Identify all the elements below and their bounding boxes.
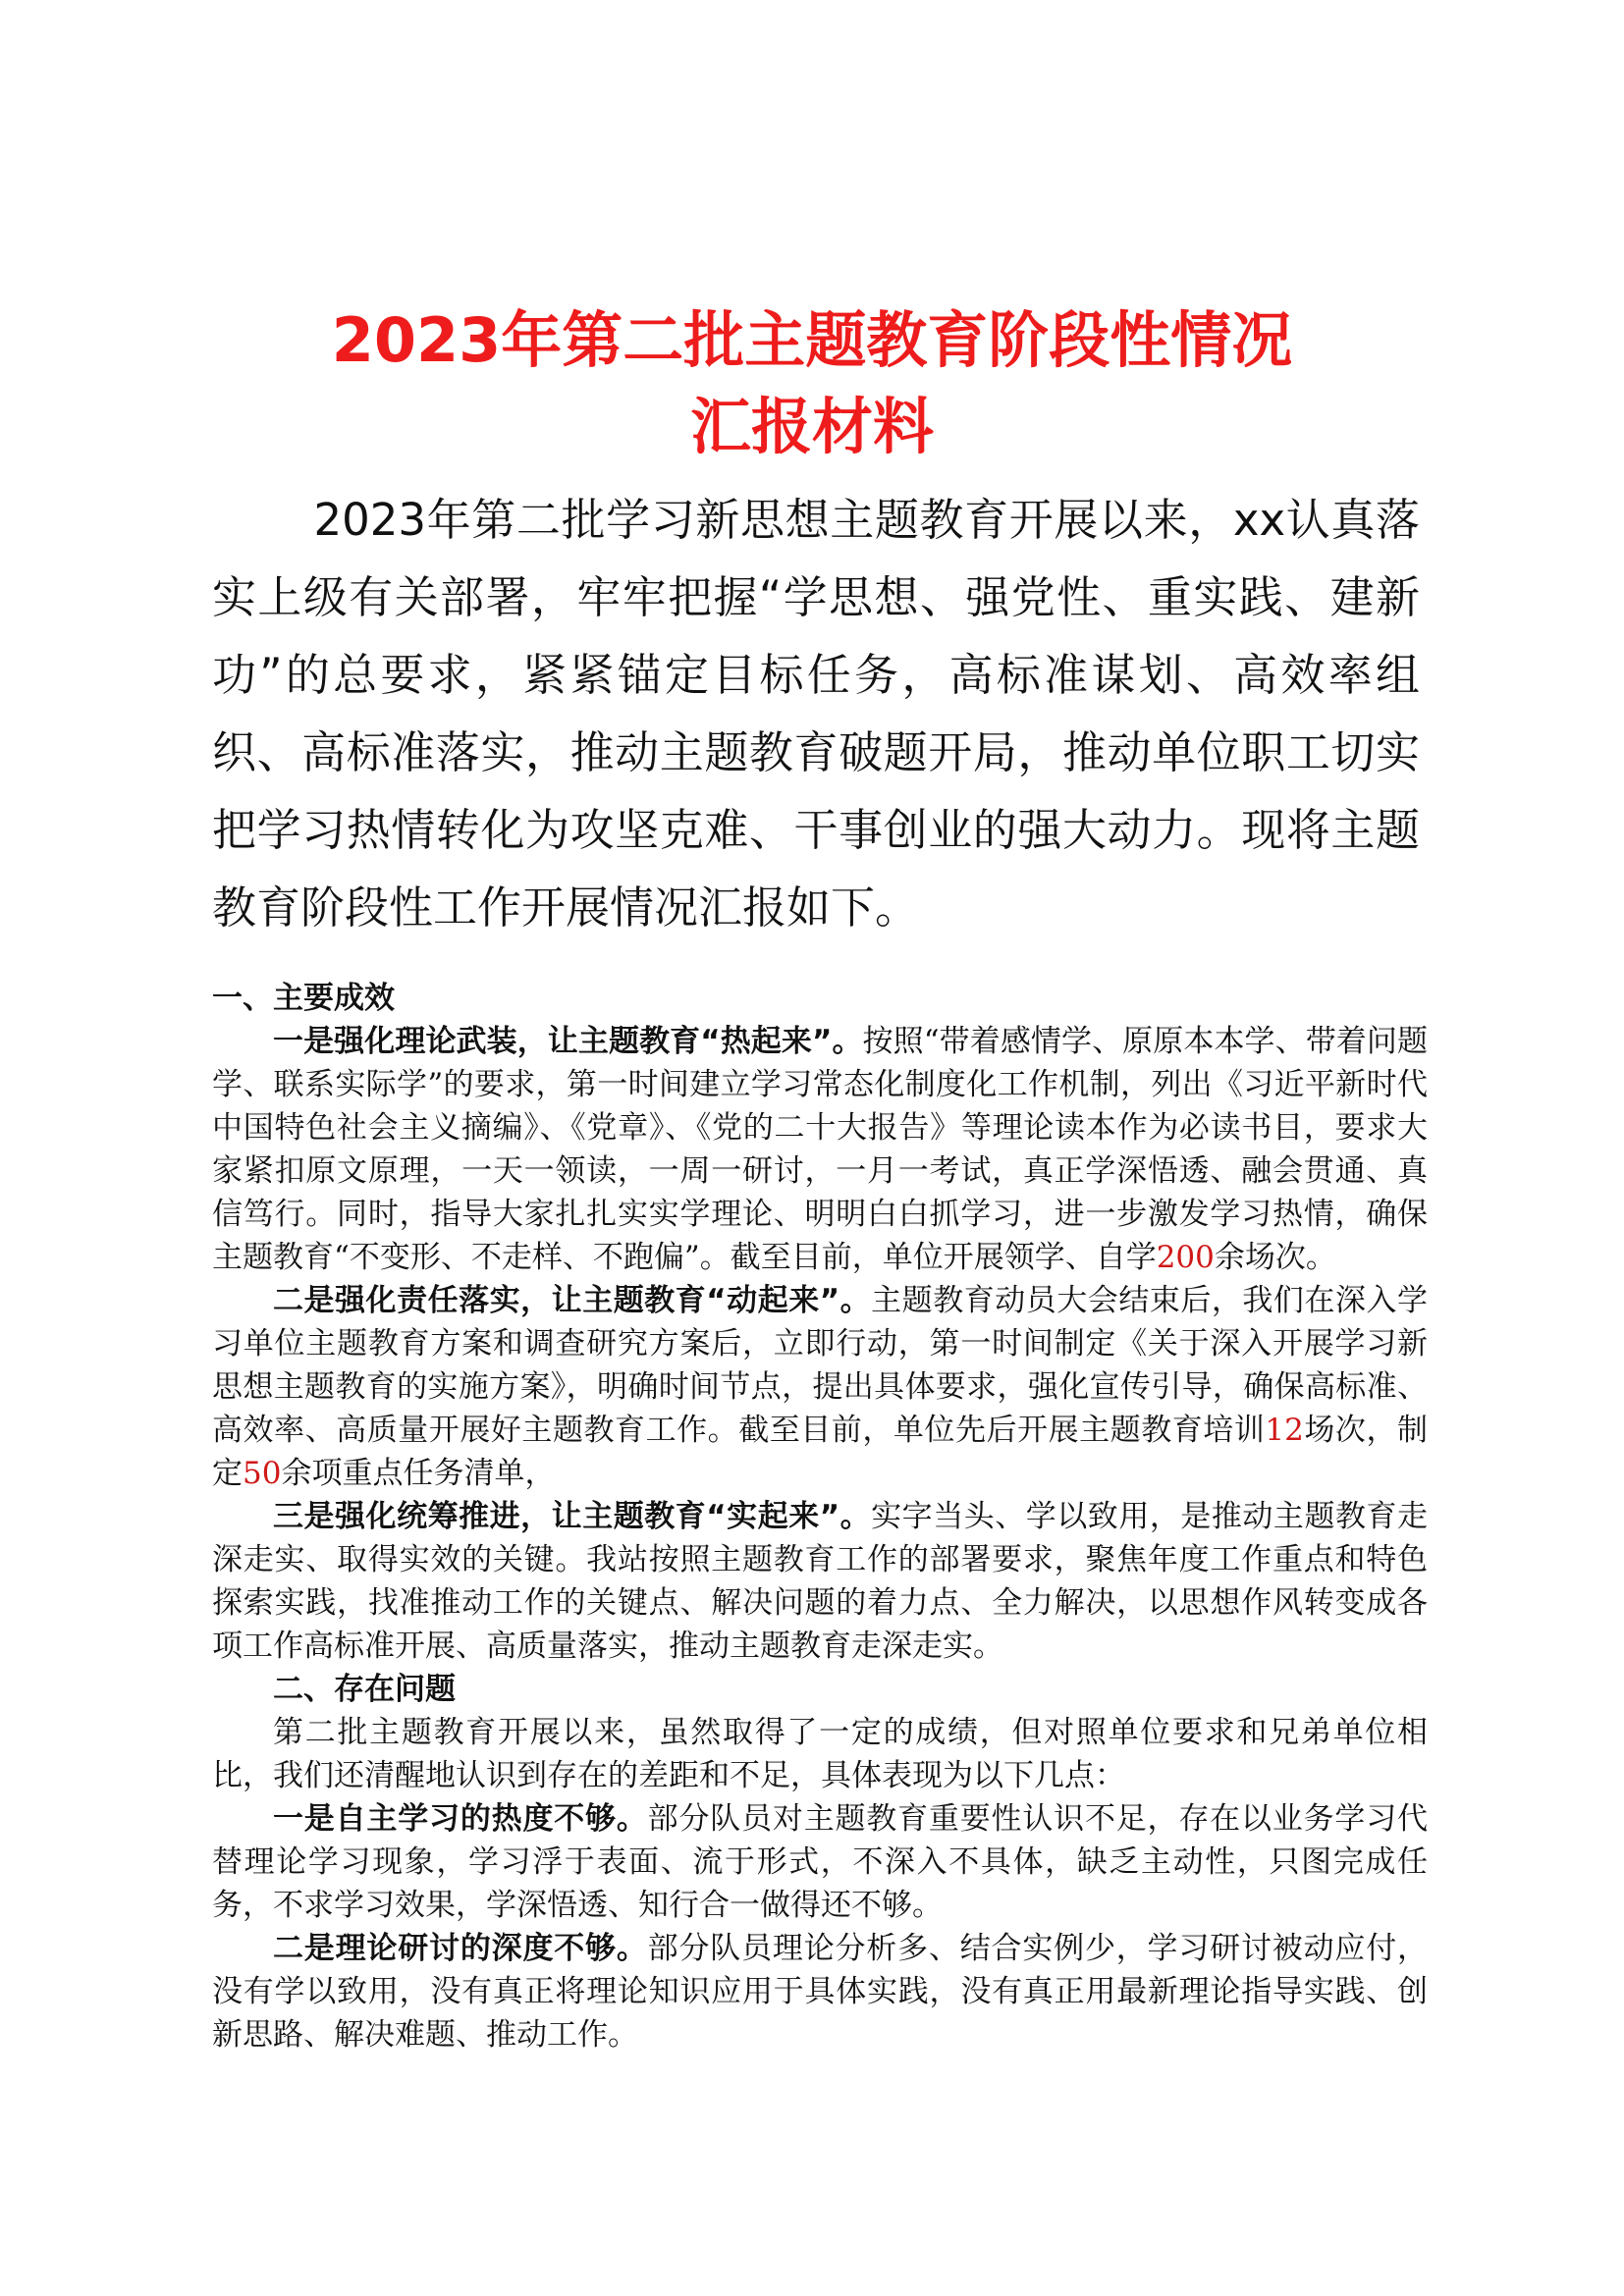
- highlight-number: 200: [1156, 1240, 1215, 1275]
- paragraph-text: 余场次。: [1214, 1240, 1336, 1275]
- document-body: [212, 977, 1428, 2056]
- highlight-number: 12: [1265, 1413, 1304, 1448]
- paragraph-responsibility: [212, 1279, 1428, 1495]
- paragraph-lead: 二是强化责任落实，让主题教育“动起来”。: [273, 1283, 872, 1318]
- paragraph-text: 按照“带着感情学、原原本本学、带着问题学、联系实际学”的要求，第一时间建立学习常态化制度化工作机制，列出《习近平新时代中国特色社会主义摘编》、《党章》、《党的二十大报告》等理论读本作为必读书目，要求大家紧扣原文原理，一天一领读，一周一研讨，一月一考试，真正学深悟透、融会贯通、真信笃行。同时，指导大家扎扎实实学理论、明明白白抓学习，进一步激发学习热情，确保主题教育“不变形、不走样、不跑偏”。截至目前，单位开展领学、自学: [212, 1024, 1428, 1275]
- paragraph-text: 实字当头、学以致用，是推动主题教育走深走实、取得实效的关键。我站按照主题教育工作的部署要求，聚焦年度工作重点和特色探索实践，找准推动工作的关键点、解决问题的着力点、全力解决，以思想作风转变成各项工作高标准开展、高质量落实，推动主题教育走深走实。: [212, 1499, 1428, 1664]
- page-title-line-2: 汇报材料: [689, 391, 934, 462]
- highlight-number: 50: [243, 1456, 282, 1491]
- section-heading-achievements: 一、主要成效: [212, 981, 395, 1016]
- paragraph-theory-arming: [212, 1020, 1428, 1279]
- paragraph-lead: 一是强化理论武装，让主题教育“热起来”。: [273, 1024, 863, 1059]
- paragraph-lead: 一是自主学习的热度不够。: [273, 1801, 648, 1837]
- paragraph-coordination: [212, 1495, 1428, 1668]
- paragraph-self-study: [212, 1797, 1428, 1927]
- section-heading-problems: 二、存在问题: [273, 1672, 456, 1707]
- paragraph-theory-discussion: [212, 1927, 1428, 2056]
- paragraph-lead: 三是强化统筹推进，让主题教育“实起来”。: [273, 1499, 872, 1534]
- paragraph-text: 场次，制定: [212, 1413, 1429, 1491]
- paragraph-text: 主题教育动员大会结束后，我们在深入学习单位主题教育方案和调查研究方案后，立即行动，第一时间制定《关于深入开展学习新思想主题教育的实施方案》，明确时间节点，提出具体要求，强化宣传引导，确保高标准、高效率、高质量开展好主题教育工作。截至目前，单位先后开展主题教育培训: [212, 1283, 1428, 1448]
- page-title-line-1: 2023年第二批主题教育阶段性情况: [331, 304, 1293, 376]
- paragraph-text: 部分队员对主题教育重要性认识不足，存在以业务学习代替理论学习现象，学习浮于表面、流于形式，不深入不具体，缺乏主动性，只图完成任务，不求学习效果，学深悟透、知行合一做得还不够。: [212, 1801, 1429, 1923]
- paragraph-lead: 二是理论研讨的深度不够。: [273, 1931, 648, 1966]
- paragraph-text: 部分队员理论分析多、结合实例少，学习研讨被动应付，没有学以致用，没有真正将理论知识应用于具体实践，没有真正用最新理论指导实践、创新思路、解决难题、推动工作。: [212, 1931, 1429, 2053]
- paragraph-text: 余项重点任务清单，: [281, 1456, 556, 1491]
- paragraph-problems-intro: 第二批主题教育开展以来，虽然取得了一定的成绩，但对照单位要求和兄弟单位相比，我们还清醒地认识到存在的差距和不足，具体表现为以下几点：: [212, 1715, 1428, 1793]
- intro-paragraph: 2023年第二批学习新思想主题教育开展以来，xx认真落实上级有关部署，牢牢把握“学思想、强党性、重实践、建新功”的总要求，紧紧锚定目标任务，高标准谋划、高效率组织、高标准落实，推动主题教育破题开局，推动单位职工切实把学习热情转化为攻坚克难、干事创业的强大动力。现将主题教育阶段性工作开展情况汇报如下。: [212, 494, 1420, 934]
